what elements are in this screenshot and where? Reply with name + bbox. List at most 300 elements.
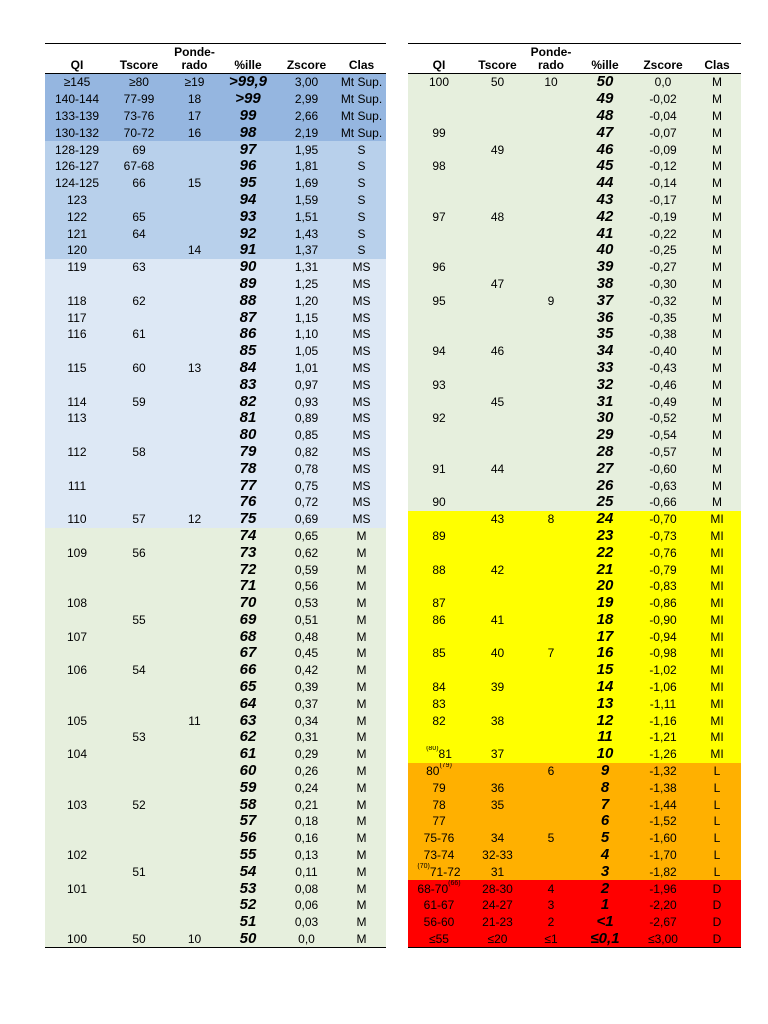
zscore-cell: -1,06: [633, 679, 693, 696]
percentile-cell: 56: [220, 830, 276, 847]
clas-cell: M: [337, 628, 386, 645]
clas-cell: M: [337, 712, 386, 729]
table-row: [45, 343, 386, 360]
tscore-cell: [109, 645, 169, 662]
qi-cell: [45, 645, 109, 662]
ponderado-cell: [169, 830, 220, 847]
tscore-cell: 73-76: [109, 108, 169, 125]
clas-cell: MS: [337, 309, 386, 326]
qi-cell: [408, 880, 470, 897]
ponderado-cell: [525, 779, 577, 796]
table-row: [45, 376, 386, 393]
zscore-cell: 2,66: [276, 108, 337, 125]
ponderado-cell: [169, 914, 220, 931]
qi-cell: 133-139: [45, 108, 109, 125]
tscore-cell: [470, 595, 525, 612]
clas-cell: L: [693, 863, 741, 880]
clas-cell: MS: [337, 259, 386, 276]
qi-cell: 100: [45, 931, 109, 948]
clas-cell: M: [693, 376, 741, 393]
qi-cell: 119: [45, 259, 109, 276]
ponderado-cell: [169, 259, 220, 276]
qi-cell: [45, 763, 109, 780]
qi-cell: 93: [408, 376, 470, 393]
tscore-cell: 57: [109, 511, 169, 528]
zscore-cell: -1,32: [633, 763, 693, 780]
clas-cell: M: [337, 863, 386, 880]
clas-cell: M: [337, 528, 386, 545]
ponderado-cell: 5: [525, 830, 577, 847]
ponderado-cell: [525, 494, 577, 511]
qi-cell: 87: [408, 595, 470, 612]
tscore-cell: [470, 444, 525, 461]
clas-cell: M: [337, 662, 386, 679]
percentile-cell: 88: [220, 292, 276, 309]
percentile-cell: 10: [577, 746, 633, 763]
table-row: [408, 679, 741, 696]
ponderado-cell: [169, 863, 220, 880]
clas-cell: M: [693, 242, 741, 259]
zscore-cell: 1,25: [276, 276, 337, 293]
ponderado-cell: [169, 410, 220, 427]
percentile-cell: 5: [577, 830, 633, 847]
ponderado-cell: [169, 746, 220, 763]
col-header-ponderado: Ponde-rado: [169, 44, 220, 74]
tscore-cell: [109, 813, 169, 830]
qi-cell: [408, 863, 470, 880]
qi-cell: 111: [45, 477, 109, 494]
tscore-cell: 43: [470, 511, 525, 528]
qi-cell: [45, 494, 109, 511]
ponderado-cell: [525, 460, 577, 477]
zscore-cell: -0,12: [633, 158, 693, 175]
tscore-cell: 77-99: [109, 91, 169, 108]
ponderado-cell: [525, 225, 577, 242]
table-row: [408, 779, 741, 796]
table-row: [45, 813, 386, 830]
qi-cell: [408, 393, 470, 410]
ponderado-cell: [525, 796, 577, 813]
zscore-cell: 1,10: [276, 326, 337, 343]
clas-cell: L: [693, 779, 741, 796]
qi-cell: 61-67: [408, 897, 470, 914]
ponderado-cell: [525, 410, 577, 427]
zscore-cell: -0,60: [633, 460, 693, 477]
ponderado-cell: [169, 292, 220, 309]
ponderado-cell: [525, 813, 577, 830]
table-row: [45, 141, 386, 158]
percentile-cell: 57: [220, 813, 276, 830]
ponderado-cell: [169, 897, 220, 914]
tscore-cell: 62: [109, 292, 169, 309]
qi-cell: [408, 225, 470, 242]
zscore-cell: 1,01: [276, 360, 337, 377]
table-row: [45, 477, 386, 494]
ponderado-cell: [525, 863, 577, 880]
tscore-cell: ≤20: [470, 931, 525, 948]
ponderado-cell: [169, 276, 220, 293]
qi-cell: 89: [408, 528, 470, 545]
zscore-cell: -0,02: [633, 91, 693, 108]
qi-cell: ≤55: [408, 931, 470, 948]
percentile-cell: 86: [220, 326, 276, 343]
table-row: [408, 158, 741, 175]
tscore-cell: [470, 91, 525, 108]
zscore-cell: -0,49: [633, 393, 693, 410]
qi-cell: [408, 444, 470, 461]
table-row: [45, 276, 386, 293]
clas-cell: MS: [337, 477, 386, 494]
percentile-cell: 19: [577, 595, 633, 612]
zscore-cell: -0,83: [633, 578, 693, 595]
ponderado-cell: [525, 528, 577, 545]
zscore-cell: 0,85: [276, 427, 337, 444]
percentile-cell: 99: [220, 108, 276, 125]
zscore-cell: 0,18: [276, 813, 337, 830]
ponderado-cell: ≥19: [169, 74, 220, 91]
clas-cell: MS: [337, 444, 386, 461]
table-row: [408, 208, 741, 225]
percentile-cell: 54: [220, 863, 276, 880]
tscore-cell: [470, 360, 525, 377]
col-header-tscore: Tscore: [109, 44, 169, 74]
zscore-cell: 1,37: [276, 242, 337, 259]
tscore-cell: [109, 628, 169, 645]
table-row: [408, 225, 741, 242]
qi-cell: [408, 141, 470, 158]
tscore-cell: [470, 376, 525, 393]
ponderado-cell: [525, 360, 577, 377]
tscore-cell: [109, 595, 169, 612]
qi-cell: 106: [45, 662, 109, 679]
table-row: [45, 108, 386, 125]
table-row: [408, 309, 741, 326]
tscore-cell: 48: [470, 208, 525, 225]
table-row: [408, 91, 741, 108]
percentile-cell: 11: [577, 729, 633, 746]
tscore-cell: [470, 242, 525, 259]
clas-cell: MS: [337, 360, 386, 377]
zscore-cell: 1,43: [276, 225, 337, 242]
right-table-body: [408, 74, 741, 948]
tscore-cell: [109, 880, 169, 897]
clas-cell: MS: [337, 376, 386, 393]
zscore-cell: -0,46: [633, 376, 693, 393]
percentile-cell: ≤0,1: [577, 931, 633, 948]
col-header-percentile: %ille: [220, 44, 276, 74]
qi-cell: [45, 863, 109, 880]
ponderado-cell: [525, 679, 577, 696]
zscore-cell: 0,82: [276, 444, 337, 461]
left-norms-table: [45, 43, 386, 948]
table-row: [408, 141, 741, 158]
clas-cell: MS: [337, 494, 386, 511]
zscore-cell: -0,90: [633, 612, 693, 629]
ponderado-cell: [525, 695, 577, 712]
clas-cell: M: [693, 326, 741, 343]
clas-cell: M: [337, 763, 386, 780]
tscore-cell: [109, 830, 169, 847]
qi-cell: [45, 578, 109, 595]
ponderado-cell: [525, 444, 577, 461]
right-header-row: [408, 44, 741, 74]
clas-cell: M: [693, 292, 741, 309]
percentile-cell: 32: [577, 376, 633, 393]
clas-cell: M: [693, 225, 741, 242]
clas-cell: D: [693, 931, 741, 948]
qi-cell: ≥145: [45, 74, 109, 91]
tscore-cell: [470, 729, 525, 746]
percentile-cell: 84: [220, 360, 276, 377]
zscore-cell: 0,89: [276, 410, 337, 427]
ponderado-cell: 10: [169, 931, 220, 948]
percentile-cell: 35: [577, 326, 633, 343]
qi-cell: [45, 376, 109, 393]
clas-cell: M: [337, 880, 386, 897]
table-row: [45, 746, 386, 763]
zscore-cell: -1,21: [633, 729, 693, 746]
clas-cell: MI: [693, 544, 741, 561]
ponderado-cell: [169, 561, 220, 578]
tscore-cell: 40: [470, 645, 525, 662]
zscore-cell: 0,0: [276, 931, 337, 948]
qi-cell: [45, 914, 109, 931]
percentile-cell: 45: [577, 158, 633, 175]
percentile-cell: 74: [220, 528, 276, 545]
qi-cell: 117: [45, 309, 109, 326]
qi-footnote: (66): [448, 880, 461, 887]
tscore-cell: 41: [470, 612, 525, 629]
tscore-cell: [470, 192, 525, 209]
tscore-cell: 54: [109, 662, 169, 679]
clas-cell: M: [337, 796, 386, 813]
right-norms-table: [408, 43, 741, 948]
ponderado-cell: [525, 561, 577, 578]
zscore-cell: 1,59: [276, 192, 337, 209]
clas-cell: M: [693, 141, 741, 158]
qi-cell: 92: [408, 410, 470, 427]
qi-cell: 77: [408, 813, 470, 830]
qi-cell: 121: [45, 225, 109, 242]
percentile-cell: 75: [220, 511, 276, 528]
table-row: [408, 242, 741, 259]
table-row: [45, 544, 386, 561]
table-row: [45, 225, 386, 242]
tscore-cell: 35: [470, 796, 525, 813]
clas-cell: D: [693, 880, 741, 897]
percentile-cell: 34: [577, 343, 633, 360]
zscore-cell: -0,40: [633, 343, 693, 360]
qi-cell: 79: [408, 779, 470, 796]
zscore-cell: -1,38: [633, 779, 693, 796]
col-header-percentile: %ille: [577, 44, 633, 74]
percentile-cell: 28: [577, 444, 633, 461]
tscore-cell: [470, 494, 525, 511]
clas-cell: MI: [693, 712, 741, 729]
percentile-cell: 89: [220, 276, 276, 293]
ponderado-cell: 8: [525, 511, 577, 528]
percentile-cell: 65: [220, 679, 276, 696]
table-row: [408, 175, 741, 192]
ponderado-cell: [169, 695, 220, 712]
zscore-cell: ≤3,00: [633, 931, 693, 948]
ponderado-cell: [525, 141, 577, 158]
clas-cell: L: [693, 847, 741, 864]
qi-cell: 108: [45, 595, 109, 612]
table-row: [45, 561, 386, 578]
clas-cell: M: [337, 595, 386, 612]
percentile-cell: 38: [577, 276, 633, 293]
table-row: [45, 863, 386, 880]
ponderado-cell: [525, 847, 577, 864]
tscore-cell: [109, 242, 169, 259]
qi-cell: 78: [408, 796, 470, 813]
qi-cell: 103: [45, 796, 109, 813]
percentile-cell: 51: [220, 914, 276, 931]
qi-cell: [408, 242, 470, 259]
table-row: [408, 847, 741, 864]
table-row: [45, 712, 386, 729]
percentile-cell: 12: [577, 712, 633, 729]
qi-cell: [45, 427, 109, 444]
qi-cell: [45, 897, 109, 914]
ponderado-cell: [169, 393, 220, 410]
zscore-cell: 0,16: [276, 830, 337, 847]
zscore-cell: -0,94: [633, 628, 693, 645]
percentile-cell: 33: [577, 360, 633, 377]
qi-cell: 115: [45, 360, 109, 377]
percentile-cell: 17: [577, 628, 633, 645]
clas-cell: M: [693, 158, 741, 175]
tscore-cell: [109, 695, 169, 712]
table-row: [408, 830, 741, 847]
percentile-cell: 49: [577, 91, 633, 108]
clas-cell: M: [693, 360, 741, 377]
tscore-cell: [470, 158, 525, 175]
tscore-cell: [470, 225, 525, 242]
tscore-cell: 47: [470, 276, 525, 293]
table-row: [408, 914, 741, 931]
zscore-cell: 1,05: [276, 343, 337, 360]
qi-cell: [408, 360, 470, 377]
qi-cell: 91: [408, 460, 470, 477]
tscore-cell: 60: [109, 360, 169, 377]
qi-cell: [408, 427, 470, 444]
clas-cell: MI: [693, 578, 741, 595]
col-header-clas: Clas: [693, 44, 741, 74]
tscore-cell: 59: [109, 393, 169, 410]
qi-cell: 109: [45, 544, 109, 561]
ponderado-cell: [169, 158, 220, 175]
table-row: [45, 612, 386, 629]
zscore-cell: 0,45: [276, 645, 337, 662]
percentile-cell: 31: [577, 393, 633, 410]
qi-cell: [408, 578, 470, 595]
qi-cell: [45, 276, 109, 293]
percentile-cell: 55: [220, 847, 276, 864]
ponderado-cell: [169, 796, 220, 813]
zscore-cell: 1,15: [276, 309, 337, 326]
table-row: [408, 124, 741, 141]
zscore-cell: -1,70: [633, 847, 693, 864]
qi-footnote: (79): [439, 762, 452, 770]
tscore-cell: 69: [109, 141, 169, 158]
ponderado-cell: [169, 578, 220, 595]
percentile-cell: 36: [577, 309, 633, 326]
percentile-cell: 22: [577, 544, 633, 561]
table-row: [45, 292, 386, 309]
table-row: [408, 343, 741, 360]
clas-cell: M: [337, 847, 386, 864]
col-header-zscore: Zscore: [633, 44, 693, 74]
clas-cell: M: [693, 393, 741, 410]
clas-cell: M: [337, 813, 386, 830]
table-row: [408, 880, 741, 897]
zscore-cell: -0,04: [633, 108, 693, 125]
percentile-cell: 63: [220, 712, 276, 729]
tscore-cell: [109, 427, 169, 444]
zscore-cell: -0,43: [633, 360, 693, 377]
table-row: [45, 763, 386, 780]
tscore-cell: 66: [109, 175, 169, 192]
clas-cell: M: [693, 343, 741, 360]
percentile-cell: 96: [220, 158, 276, 175]
ponderado-cell: [525, 729, 577, 746]
tscore-cell: 31: [470, 863, 525, 880]
qi-cell: [45, 612, 109, 629]
table-row: [45, 578, 386, 595]
ponderado-cell: [525, 746, 577, 763]
qi-cell: 112: [45, 444, 109, 461]
ponderado-cell: 2: [525, 914, 577, 931]
col-header-zscore: Zscore: [276, 44, 337, 74]
clas-cell: M: [337, 830, 386, 847]
zscore-cell: 0,26: [276, 763, 337, 780]
clas-cell: MS: [337, 393, 386, 410]
percentile-cell: 61: [220, 746, 276, 763]
zscore-cell: 2,99: [276, 91, 337, 108]
table-row: [45, 124, 386, 141]
table-row: [45, 242, 386, 259]
zscore-cell: -1,44: [633, 796, 693, 813]
zscore-cell: 1,20: [276, 292, 337, 309]
ponderado-cell: 14: [169, 242, 220, 259]
clas-cell: MI: [693, 528, 741, 545]
clas-cell: S: [337, 208, 386, 225]
zscore-cell: -0,27: [633, 259, 693, 276]
qi-cell: 102: [45, 847, 109, 864]
qi-cell: [45, 561, 109, 578]
table-row: [45, 158, 386, 175]
ponderado-cell: [525, 108, 577, 125]
table-row: [408, 544, 741, 561]
percentile-cell: 52: [220, 897, 276, 914]
ponderado-cell: 16: [169, 124, 220, 141]
table-row: [45, 309, 386, 326]
tscore-cell: [470, 410, 525, 427]
table-row: [408, 763, 741, 780]
tscore-cell: [109, 847, 169, 864]
ponderado-cell: [169, 880, 220, 897]
clas-cell: S: [337, 192, 386, 209]
percentile-cell: 47: [577, 124, 633, 141]
tscore-cell: 45: [470, 393, 525, 410]
table-row: [45, 444, 386, 461]
clas-cell: D: [693, 897, 741, 914]
clas-cell: S: [337, 225, 386, 242]
percentile-cell: 30: [577, 410, 633, 427]
percentile-cell: 91: [220, 242, 276, 259]
